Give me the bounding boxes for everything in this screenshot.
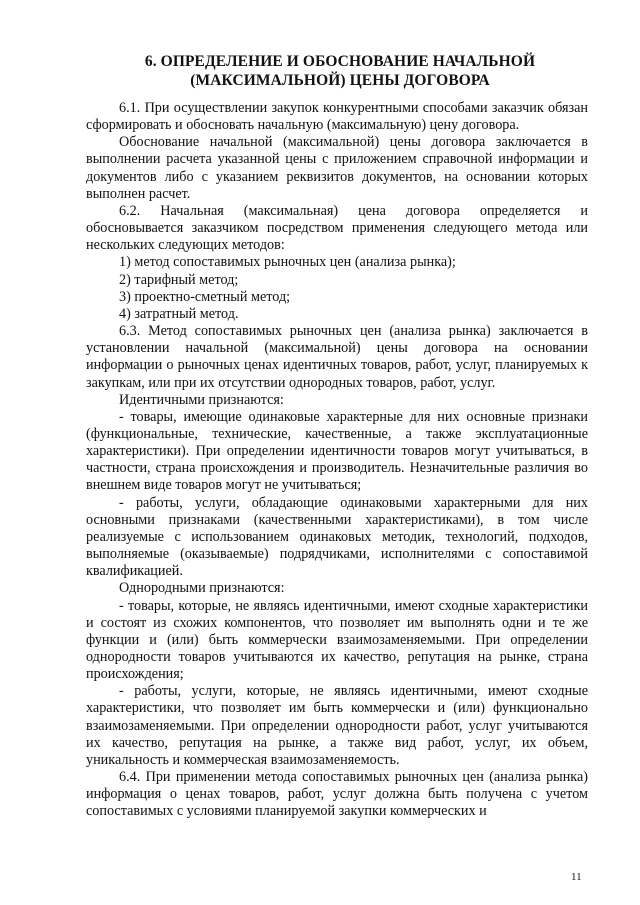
section-title (80, 52, 600, 90)
paragraph-identical-works: - работы, услуги, обладающие одинаковыми характерными для них основными признаками (качественными характеристиками), в том числе реализуемые с использованием одинаковых методик, технологий, подходов, выполняемые (оказываемые) подрядчиками, исполнителями с сопоставимой квалификацией. (86, 494, 588, 580)
paragraph-6-1: 6.1. При осуществлении закупок конкурентными способами заказчик обязан сформировать и обосновать начальную (максимальную) цену договора. (86, 100, 588, 134)
paragraph-justification: Обоснование начальной (максимальной) цены договора заключается в выполнении расчета указанной цены с приложением справочной информации и документов либо с указанием реквизитов документов, на основании которых выполнен расчет. (86, 134, 588, 202)
paragraph-identical-goods: - товары, имеющие одинаковые характерные для них основные признаки (функциональные, технические, качественные, а также эксплуатационные характеристики). При определении идентичности товаров могут учитываться, в частности, страна происхождения и производитель. Незначительные различия во внешнем виде товаров могут не учитываться; (86, 408, 588, 494)
method-item-3: 3) проектно-сметный метод; (119, 288, 291, 305)
method-item-4: 4) затратный метод. (119, 305, 239, 322)
paragraph-homogeneous-goods: - товары, которые, не являясь идентичными, имеют сходные характеристики и состоят из схожих компонентов, что позволяет им выполнять одни и те же функции и (или) быть коммерчески взаимозаменяемыми. При определении однородности товаров учитываются их качество, репутация на рынке, страна происхождения; (86, 597, 588, 683)
paragraph-6-2: 6.2. Начальная (максимальная) цена договора определяется и обосновывается заказчиком посредством применения следующего метода или нескольких следующих методов: (86, 202, 588, 254)
document-body (86, 100, 588, 821)
paragraph-6-4: 6.4. При применении метода сопоставимых рыночных цен (анализа рынка) информация о ценах товаров, работ, услуг должна быть получена с учетом сопоставимых с условиями планируемой закупки коммерческих и (86, 769, 588, 820)
section-title-line-1: 6. ОПРЕДЕЛЕНИЕ И ОБОСНОВАНИЕ НАЧАЛЬНОЙ (144, 53, 536, 70)
method-item-1: 1) метод сопоставимых рыночных цен (анализа рынка); (119, 254, 456, 271)
method-item-2: 2) тарифный метод; (119, 271, 239, 288)
page-number: 11 (571, 871, 582, 883)
section-title-line-2: (МАКСИМАЛЬНОЙ) ЦЕНЫ ДОГОВОРА (190, 72, 490, 89)
paragraph-identical-heading: Идентичными признаются: (119, 391, 284, 408)
paragraph-6-3: 6.3. Метод сопоставимых рыночных цен (анализа рынка) заключается в установлении начальной (максимальной) цены договора на основании информации о рыночных ценах идентичных товаров, работ, услуг, планируемых к закупкам, или при их отсутствии однородных товаров, работ, услуг. (86, 323, 588, 391)
paragraph-homogeneous-heading: Однородными признаются: (119, 580, 285, 597)
paragraph-homogeneous-works: - работы, услуги, которые, не являясь идентичными, имеют сходные характеристики, что позволяет им быть коммерчески и (или) функционально взаимозаменяемыми. При определении однородности работ, услуг учитываются их качество, репутация на рынке, а также вид работ, услуг, их объем, уникальность и коммерческая взаимозаменяемость. (86, 683, 588, 768)
